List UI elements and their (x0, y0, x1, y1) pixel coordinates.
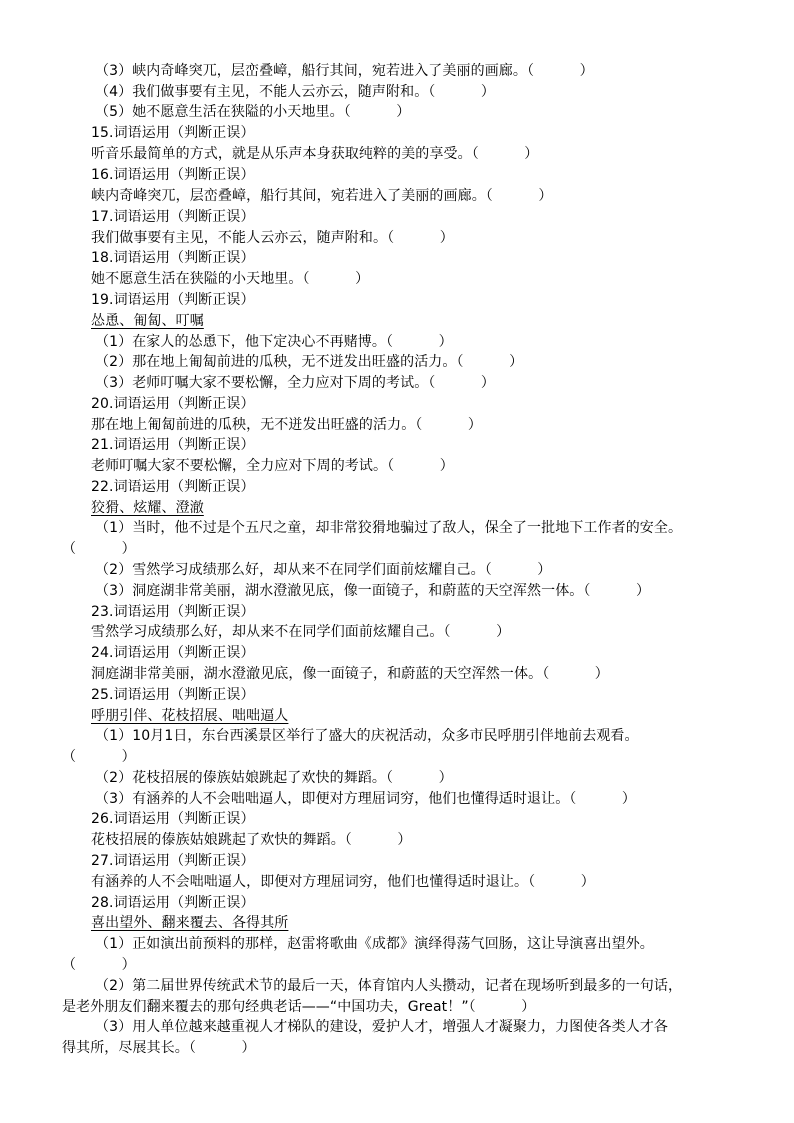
q23-sentence: 雪然学习成绩那么好，却从来不在同学们面前炫耀自己。（ ） (91, 624, 511, 640)
q28-word-list: 喜出望外、翻来覆去、各得其所 (91, 915, 289, 931)
q25-item-2: （2）花枝招展的傣族姑娘跳起了欢快的舞蹈。（ ） (95, 770, 453, 786)
q22-item-3: （3）洞庭湖非常美丽，湖水澄澈见底，像一面镜子，和蔚蓝的天空浑然一体。（ ） (95, 583, 651, 599)
q18-sentence: 她不愿意生活在狭隘的小天地里。（ ） (91, 271, 370, 287)
q28-item-2-cont: 是老外朋友们翻来覆去的那句经典老话——“中国功夫，Great！”（ ） (62, 999, 536, 1015)
q26-heading: 26.词语运用（判断正误） (91, 811, 255, 827)
q14-item-3: （3）峡内奇峰突兀，层峦叠嶂，船行其间，宛若进入了美丽的画廊。（ ） (95, 63, 594, 79)
q19-word-list: 怂恿、匍匐、叮嘱 (91, 313, 204, 329)
q14-item-4: （4）我们做事要有主见，不能人云亦云，随声附和。（ ） (95, 84, 496, 100)
q25-heading: 25.词语运用（判断正误） (91, 687, 255, 703)
q27-heading: 27.词语运用（判断正误） (91, 853, 255, 869)
q15-heading: 15.词语运用（判断正误） (91, 125, 255, 141)
q28-item-1: （1）正如演出前预料的那样，赵雷将歌曲《成都》演绎得荡气回肠，这让导演喜出望外。 (95, 936, 654, 952)
q15-sentence: 听音乐最简单的方式，就是从乐声本身获取纯粹的美的享受。（ ） (91, 146, 539, 162)
q25-item-1-blank: （ ） (62, 749, 136, 765)
q19-heading: 19.词语运用（判断正误） (91, 292, 255, 308)
q17-sentence: 我们做事要有主见，不能人云亦云，随声附和。（ ） (91, 230, 454, 246)
q16-heading: 16.词语运用（判断正误） (91, 167, 255, 183)
q14-item-5: （5）她不愿意生活在狭隘的小天地里。（ ） (95, 104, 411, 120)
q25-item-3: （3）有涵养的人不会咄咄逼人，即便对方理屈词穷，他们也懂得适时退让。（ ） (95, 791, 637, 807)
q20-sentence: 那在地上匍匐前进的瓜秧，无不迸发出旺盛的活力。（ ） (91, 417, 483, 433)
q21-heading: 21.词语运用（判断正误） (91, 437, 255, 453)
q22-item-2: （2）雪然学习成绩那么好，却从来不在同学们面前炫耀自己。（ ） (95, 562, 552, 578)
q25-item-1: （1）10月1日，东台西溪景区举行了盛大的庆祝活动，众多市民呼朋引伴地前去观看。 (95, 728, 639, 744)
q25-word-list: 呼朋引伴、花枝招展、咄咄逼人 (91, 708, 289, 724)
q17-heading: 17.词语运用（判断正误） (91, 209, 255, 225)
q28-heading: 28.词语运用（判断正误） (91, 895, 255, 911)
q19-item-1: （1）在家人的怂恿下，他下定决心不再赌博。（ ） (95, 334, 453, 350)
q22-item-1: （1）当时，他不过是个五尺之童，却非常狡猾地骗过了敌人，保全了一批地下工作者的安全。 (95, 520, 683, 536)
q19-item-2: （2）那在地上匍匐前进的瓜秧，无不迸发出旺盛的活力。（ ） (95, 354, 524, 370)
q22-item-1-blank: （ ） (62, 541, 136, 557)
q27-sentence: 有涵养的人不会咄咄逼人，即便对方理屈词穷，他们也懂得适时退让。（ ） (91, 874, 595, 890)
q28-item-3-cont: 得其所，尽展其长。（ ） (62, 1040, 256, 1056)
q22-word-list: 狡猾、炫耀、澄澈 (91, 500, 204, 516)
q21-sentence: 老师叮嘱大家不要松懈，全力应对下周的考试。（ ） (91, 458, 454, 474)
q22-heading: 22.词语运用（判断正误） (91, 479, 255, 495)
q24-sentence: 洞庭湖非常美丽，湖水澄澈见底，像一面镜子，和蔚蓝的天空浑然一体。（ ） (91, 666, 609, 682)
q26-sentence: 花枝招展的傣族姑娘跳起了欢快的舞蹈。（ ） (91, 832, 412, 848)
q19-item-3: （3）老师叮嘱大家不要松懈，全力应对下周的考试。（ ） (95, 375, 496, 391)
q18-heading: 18.词语运用（判断正误） (91, 250, 255, 266)
q23-heading: 23.词语运用（判断正误） (91, 604, 255, 620)
q24-heading: 24.词语运用（判断正误） (91, 645, 255, 661)
q20-heading: 20.词语运用（判断正误） (91, 396, 255, 412)
q28-item-2: （2）第二届世界传统武术节的最后一天，体育馆内人头攒动，记者在现场听到最多的一句话， (95, 978, 683, 994)
q28-item-3: （3）用人单位越来越重视人才梯队的建设，爱护人才，增强人才凝聚力，力图使各类人才各 (95, 1019, 669, 1035)
q28-item-1-blank: （ ） (62, 957, 136, 973)
q16-sentence: 峡内奇峰突兀，层峦叠嶂，船行其间，宛若进入了美丽的画廊。（ ） (91, 188, 553, 204)
